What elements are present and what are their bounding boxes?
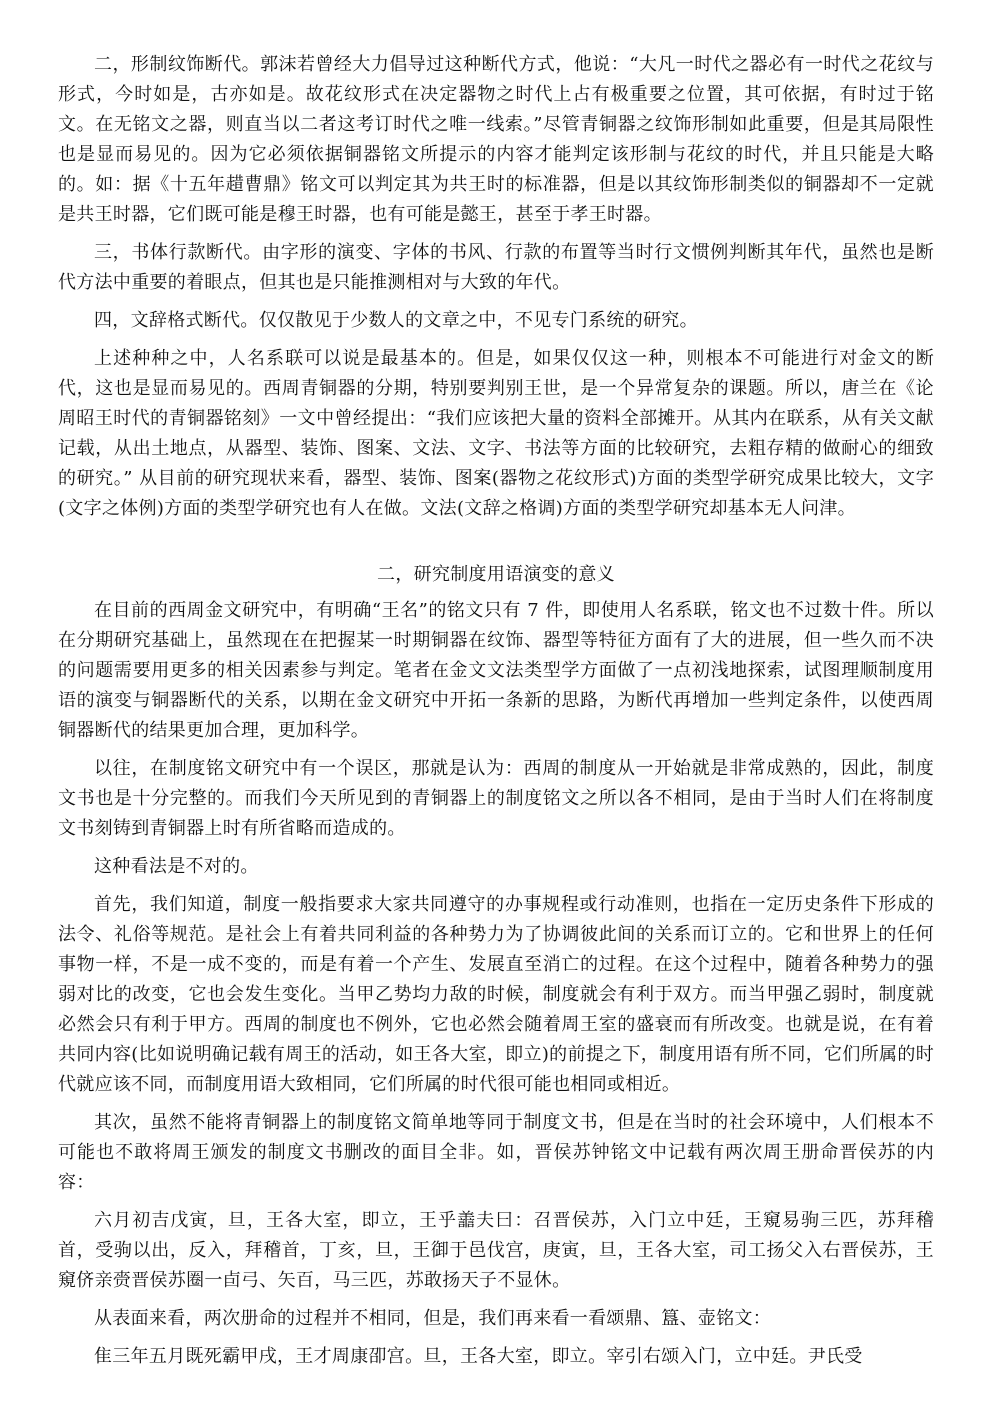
document-page (58, 50, 934, 1380)
paragraph-rebuttal: 这种看法是不对的。 (94, 856, 259, 877)
paragraph-methods-summary: 上述种种之中，人名系联可以说是最基本的。但是，如果仅仅这一种，则根本不可能进行对金文的断代，这也是显而易见的。西周青铜器的分期，特别要判别王世，是一个异常复杂的课题。所以，唐兰在《论周昭王时代的青铜器铭刻》一文中曾经提出：“我们应该把大量的资料全部摊开。从其内在联系，从有关文献记载，从出土地点，从器型、装饰、图案、文法、文字、书法等方面的比较研究，去粗存精的做耐心的细致的研究。” 从目前的研究现状来看，器型、装饰、图案(器物之花纹形式)方面的类型学研究成果比较大，文字(文字之体例)方面的类型学研究也有人在做。文法(文辞之格调)方面的类型学研究却基本无人问津。 (58, 348, 934, 519)
paragraph-first-argument: 首先，我们知道，制度一般指要求大家共同遵守的办事规程或行动准则，也指在一定历史条件下形成的法令、礼俗等规范。是社会上有着共同利益的各种势力为了协调彼此间的关系而订立的。它和世界上的任何事物一样，不是一成不变的，而是有着一个产生、发展直至消亡的过程。在这个过程中，随着各种势力的强弱对比的改变，它也会发生变化。当甲乙势均力敌的时候，制度就会有利于双方。而当甲强乙弱时，制度就必然会只有利于甲方。西周的制度也不例外，它也必然会随着周王室的盛衰而有所改变。也就是说，在有着共同内容(比如说明确记载有周王的活动，如王各大室，即立)的前提之下，制度用语有所不同，它们所属的时代就应该不同，而制度用语大致相同，它们所属的时代很可能也相同或相近。 (58, 894, 934, 1095)
paragraph-script-layout-dating: 三，书体行款断代。由字形的演变、字体的书风、行款的布置等当时行文惯例判断其年代，虽然也是断代方法中重要的着眼点，但其也是只能推测相对与大致的年代。 (58, 242, 934, 293)
paragraph-wording-format-dating: 四，文辞格式断代。仅仅散见于少数人的文章之中，不见专门系统的研究。 (94, 310, 698, 331)
paragraph-current-research: 在目前的西周金文研究中，有明确“王名”的铭文只有 7 件，即使用人名系联，铭文也不过数十件。所以在分期研究基础上，虽然现在在把握某一时期铜器在纹饰、器型等特征方面有了大的进展，但一些久而不决的问题需要用更多的相关因素参与判定。笔者在金文文法类型学方面做了一点初浅地探索，试图理顺制度用语的演变与铜器断代的关系，以期在金文研究中开拓一条新的思路，为断代再增加一些判定条件，以使西周铜器断代的结果更加合理，更加科学。 (58, 600, 934, 741)
paragraph-song-inscription: 隹三年五月既死霸甲戌，王才周康卲宫。旦，王各大室，即立。宰引右颂入门，立中廷。尹氏受 (94, 1346, 863, 1367)
paragraph-inscription-quote: 六月初吉戊寅，旦，王各大室，即立，王乎譱夫曰：召晋侯苏，入门立中廷，王窺易驹三匹，苏拜稽首，受驹以出，反入，拜稽首，丁亥，旦，王御于邑伐宫，庚寅，旦，王各大室，司工扬父入右晋侯苏，王窺侪亲赍晋侯苏圈一卣弓、矢百，马三匹，苏敢扬天子不显休。 (58, 1210, 934, 1291)
paragraph-misconception: 以往，在制度铭文研究中有一个误区，那就是认为：西周的制度从一开始就是非常成熟的，因此，制度文书也是十分完整的。而我们今天所见到的青铜器上的制度铭文之所以各不相同，是由于当时人们在将制度文书刻铸到青铜器上时有所省略而造成的。 (58, 758, 934, 839)
paragraph-shape-decor-dating: 二，形制纹饰断代。郭沫若曾经大力倡导过这种断代方式，他说：“大凡一时代之器必有一时代之花纹与形式，今时如是，古亦如是。故花纹形式在决定器物之时代上占有极重要之位置，其可依据，有时过于铭文。在无铭文之器，则直当以二者这考订时代之唯一线索。”尽管青铜器之纹饰形制如此重要，但是其局限性也是显而易见的。因为它必须依据铜器铭文所提示的内容才能判定该形制与花纹的时代，并且只能是大略的。如：据《十五年趞曹鼎》铭文可以判定其为共王时的标准器，但是以其纹饰形制类似的铜器却不一定就是共王时器，它们既可能是穆王时器，也有可能是懿王，甚至于孝王时器。 (58, 54, 934, 225)
paragraph-second-argument: 其次，虽然不能将青铜器上的制度铭文简单地等同于制度文书，但是在当时的社会环境中，人们根本不可能也不敢将周王颁发的制度文书删改的面目全非。如，晋侯苏钟铭文中记载有两次周王册命晋侯苏的内容： (58, 1112, 934, 1193)
paragraph-comparison: 从表面来看，两次册命的过程并不相同，但是，我们再来看一看颂鼎、簋、壶铭文： (94, 1308, 772, 1329)
section-heading: 二，研究制度用语演变的意义 (377, 564, 615, 585)
